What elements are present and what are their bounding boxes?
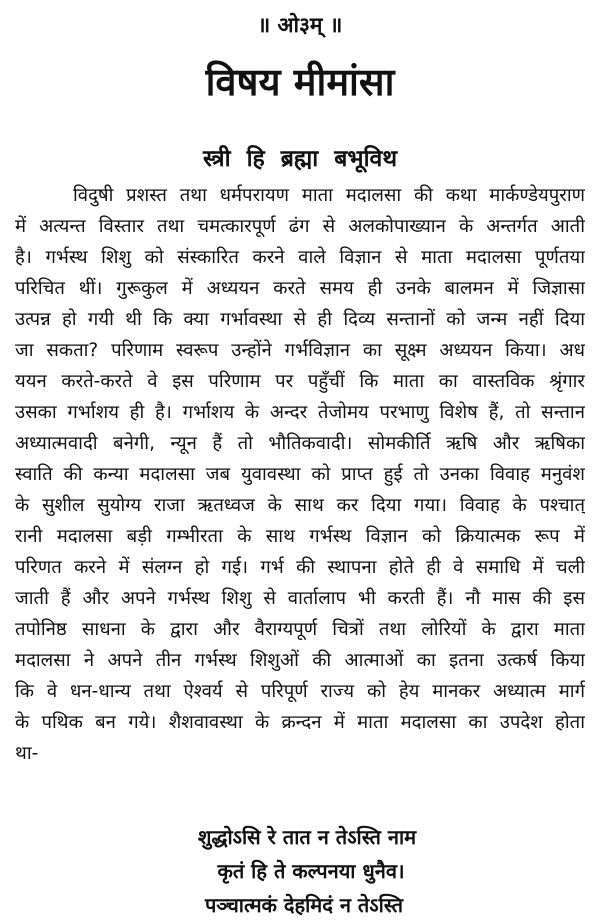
sanskrit-verse <box>0 820 600 922</box>
paragraph-line: जा सकता? परिणाम स्वरूप उन्होंने गर्भविज्ञान का सूक्ष्म अध्ययन किया। अध <box>15 340 585 361</box>
paragraph-line: परिचित थीं। गुरूकुल में अध्ययन करते समय ही उनके बालमन में जिज्ञासा <box>15 278 585 299</box>
paragraph-line: तपोनिष्ठ साधना के द्वारा और वैराग्यपूर्ण चित्रों तथा लोरियों के द्वारा माता <box>15 619 585 640</box>
paragraph-line: रानी मदालसा बड़ी गम्भीरता के साथ गर्भस्थ विज्ञान को क्रियात्मक रूप में <box>15 526 585 547</box>
verse-line: पञ्चात्मकं देहमिदं न तेऽस्ति <box>204 893 403 917</box>
paragraph-line: उसका गर्भाशय ही है। गर्भाशय के अन्दर तेजोमय परभाणु विशेष हैं, तो सन्तान <box>15 402 585 423</box>
page-title: विषय मीमांसा <box>205 60 395 104</box>
paragraph-line: था- <box>15 743 39 764</box>
paragraph-line: कि वे धन-धान्य तथा ऐश्वर्य से परिपूर्ण राज्य को हेय मानकर अध्यात्म मार्ग <box>15 681 585 702</box>
body-paragraph <box>15 180 585 769</box>
invocation-heading: ॥ ओ३म् ॥ <box>257 13 343 37</box>
paragraph-line: के पथिक बन गये। शैशवावस्था के क्रन्दन में माता मदालसा का उपदेश होता <box>15 712 585 733</box>
paragraph-line: परिणत करने में संलग्न हो गई। गर्भ की स्थापना होते ही वे समाधि में चली <box>15 557 585 578</box>
paragraph-line: है। गर्भस्थ शिशु को संस्कारित करने वाले विज्ञान से माता मदालसा पूर्णतया <box>15 247 585 268</box>
paragraph-line: अध्यात्मवादी बनेगी, न्यून हैं तो भौतिकवादी। सोमकीर्ति ऋषि और ऋषिका <box>15 433 585 454</box>
section-subtitle: स्त्री हि ब्रह्मा बभूविथ <box>202 146 398 172</box>
paragraph-line: मदालसा ने अपने तीन गर्भस्थ शिशुओं की आत्माओं का इतना उत्कर्ष किया <box>15 650 585 671</box>
paragraph-line: स्वाति की कन्या मदालसा जब युवावस्था को प्राप्त हुई तो उनका विवाह मनुवंश <box>15 464 585 485</box>
paragraph-line: जाती हैं और अपने गर्भस्थ शिशु से वार्तालाप भी करती हैं। नौ मास की इस <box>15 588 585 609</box>
paragraph-line: विदुषी प्रशस्त तथा धर्मपरायण माता मदालसा की कथा मार्कण्डेयपुराण <box>73 185 585 206</box>
verse-line: कृतं हि ते कल्पनया धुनैव। <box>217 859 405 883</box>
paragraph-line: में अत्यन्त विस्तार तथा चमत्कारपूर्ण ढंग से अलकोपाख्यान के अन्तर्गत आती <box>15 216 585 237</box>
paragraph-line: के सुशील सुयोग्य राजा ऋतध्वज के साथ कर दिया गया। विवाह के पश्चात् <box>15 495 585 516</box>
verse-line: शुद्धोऽसि रे तात न तेऽस्ति नाम <box>197 825 417 849</box>
paragraph-line: ययन करते-करते वे इस परिणाम पर पहुँचीं कि माता का वास्तविक श्रृंगार <box>15 371 585 392</box>
paragraph-line: उत्पन्न हो गयी थी कि क्या गर्भावस्था से ही दिव्य सन्तानों को जन्म नहीं दिया <box>15 309 585 330</box>
